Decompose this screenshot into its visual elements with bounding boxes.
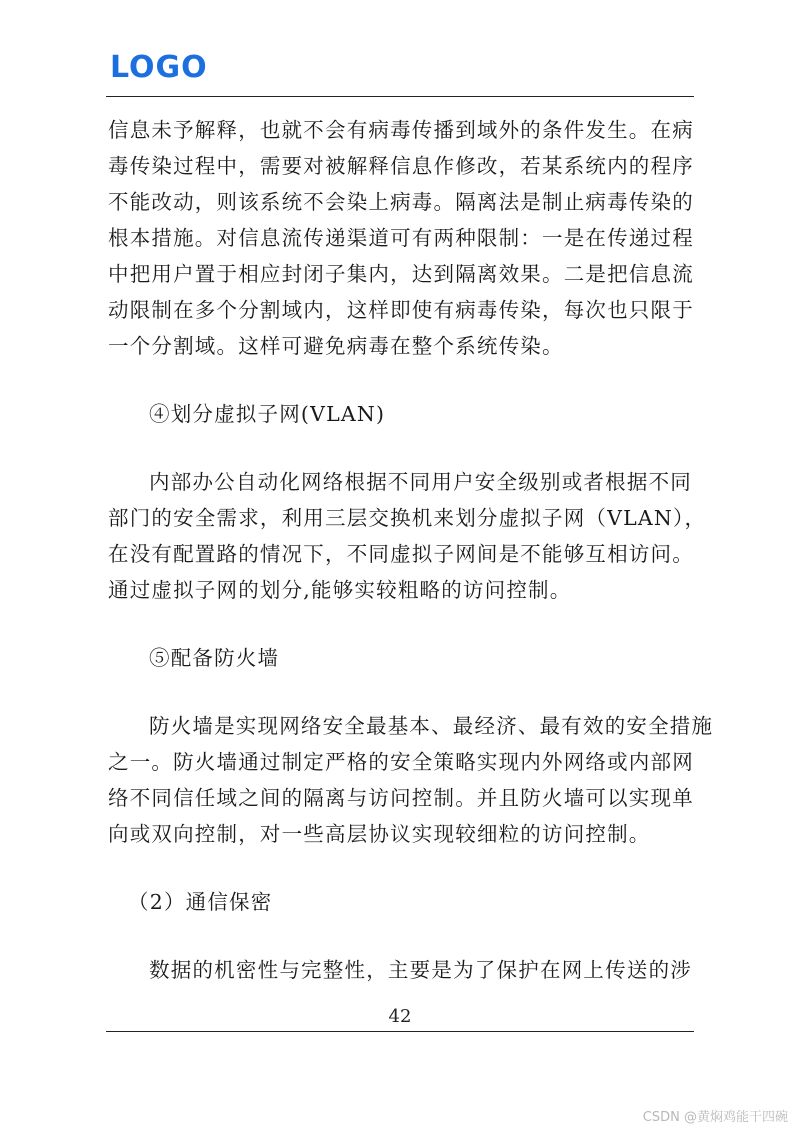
paragraph-confidentiality xyxy=(108,952,692,988)
paragraph-isolation xyxy=(108,112,692,364)
text-line: 之一。防火墙通过制定严格的安全策略实现内外网络或内部网 xyxy=(108,750,694,774)
page-number: 42 xyxy=(388,1006,412,1027)
text-line: 向或双向控制，对一些高层协议实现较细粒的访问控制。 xyxy=(108,822,651,846)
text-line: 防火墙是实现网络安全最基本、最经济、最有效的安全措施 xyxy=(149,714,714,738)
text-line: 部门的安全需求，利用三层交换机来划分虚拟子网（VLAN）， xyxy=(108,506,707,530)
text-line: 中把用户置于相应封闭子集内，达到隔离效果。二是把信息流 xyxy=(108,262,694,286)
text-line: 动限制在多个分割域内，这样即使有病毒传染，每次也只限于 xyxy=(108,298,694,322)
text-line: 根本措施。对信息流传递渠道可有两种限制：一是在传递过程 xyxy=(108,226,694,250)
document-body xyxy=(108,112,714,988)
header-divider xyxy=(106,96,694,97)
text-line: 内部办公自动化网络根据不同用户安全级别或者根据不同 xyxy=(149,470,692,494)
paragraph-vlan xyxy=(108,464,707,608)
text-line: 数据的机密性与完整性，主要是为了保护在网上传送的涉 xyxy=(149,958,692,982)
text-line: 信息未予解释，也就不会有病毒传播到域外的条件发生。在病 xyxy=(108,118,694,142)
section-heading-firewall: ⑤配备防火墙 xyxy=(149,646,280,670)
text-line: 在没有配置路的情况下，不同虚拟子网间是不能够互相访问。 xyxy=(108,542,694,566)
section-heading-vlan: ④划分虚拟子网(VLAN) xyxy=(149,402,386,426)
footer-divider xyxy=(106,1031,694,1032)
paragraph-firewall xyxy=(108,708,714,852)
text-line: 一个分割域。这样可避免病毒在整个系统传染。 xyxy=(108,334,564,358)
text-line: 络不同信任域之间的隔离与访问控制。并且防火墙可以实现单 xyxy=(108,786,694,810)
text-line: 不能改动，则该系统不会染上病毒。隔离法是制止病毒传染的 xyxy=(108,190,694,214)
logo: LOGO xyxy=(110,50,208,85)
section-heading-communication: （2）通信保密 xyxy=(128,890,273,914)
text-line: 毒传染过程中，需要对被解释信息作修改，若某系统内的程序 xyxy=(108,154,694,178)
watermark: CSDN @黄焖鸡能干四碗 xyxy=(642,1110,788,1125)
text-line: 通过虚拟子网的划分,能够实较粗略的访问控制。 xyxy=(108,578,572,602)
